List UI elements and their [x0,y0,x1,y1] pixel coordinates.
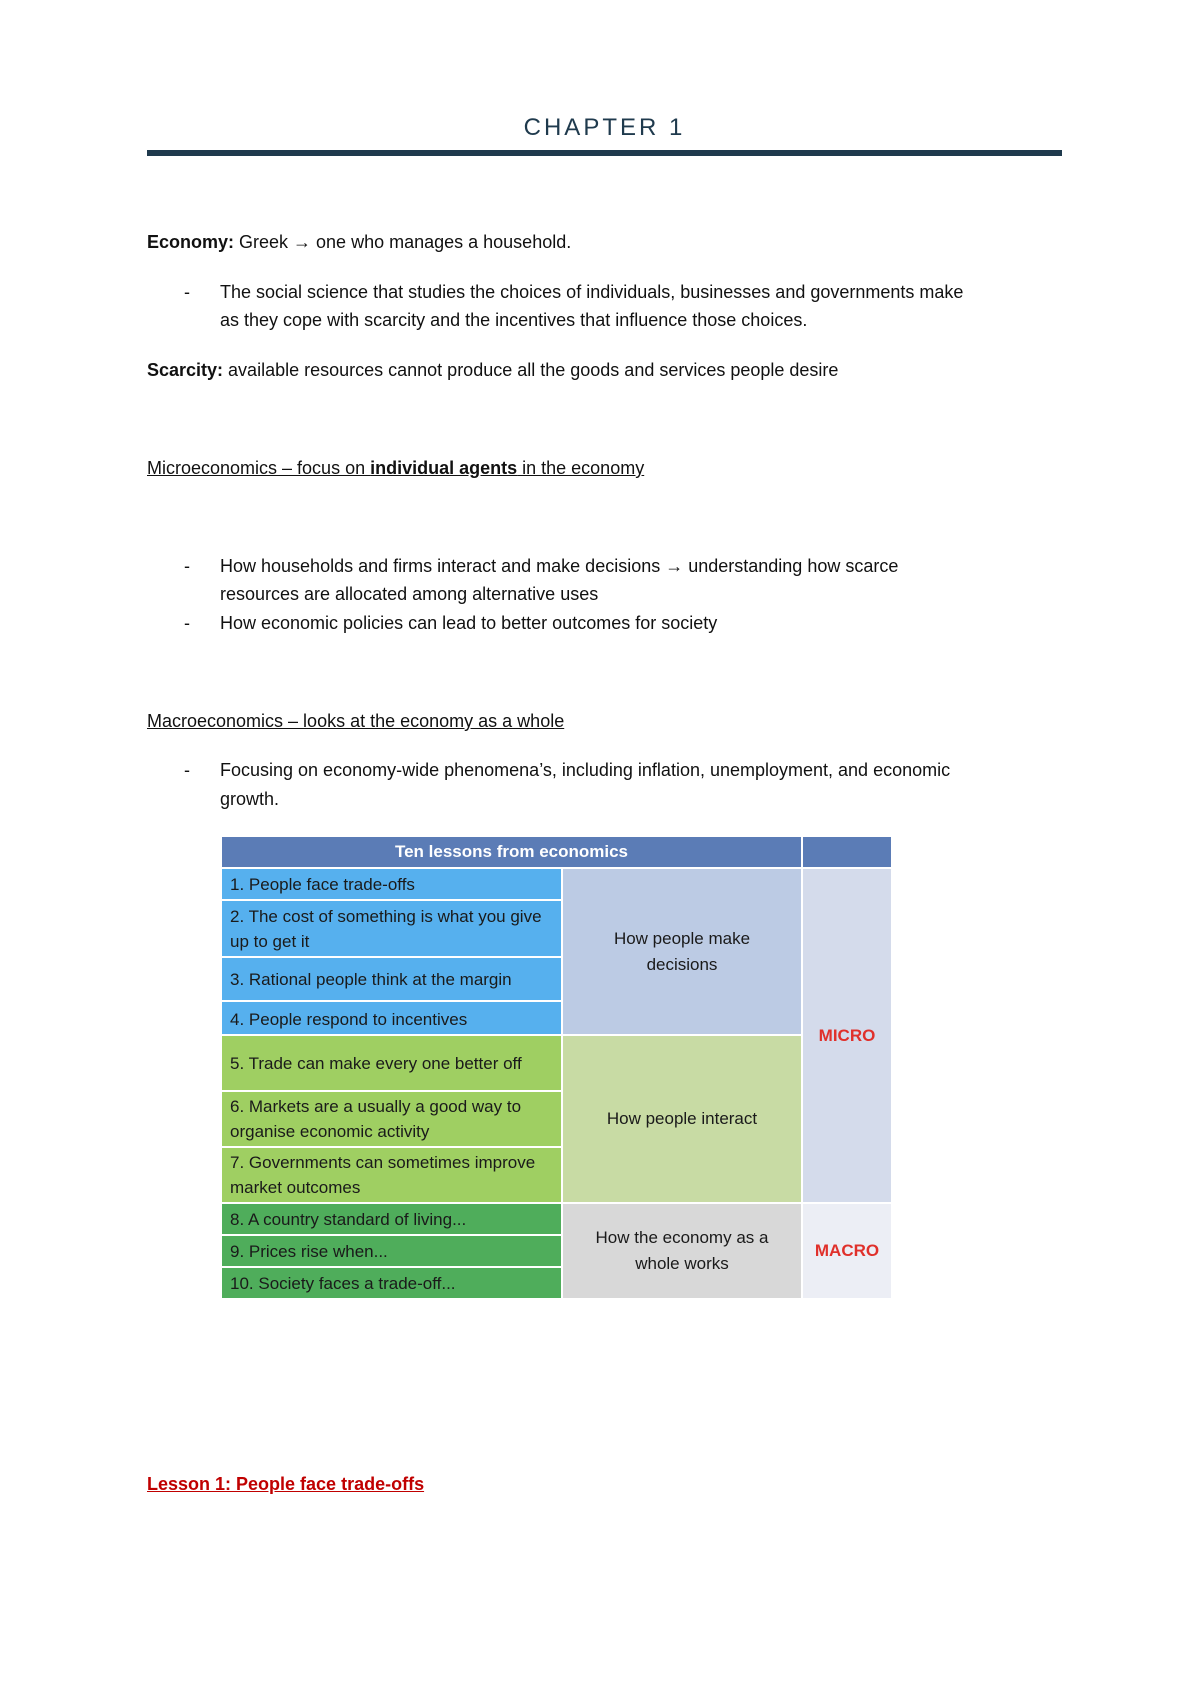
economy-definition [147,228,571,256]
micro-heading-pre: Microeconomics – focus on [147,458,371,478]
table-header-blank [802,836,892,868]
scarcity-definition-text: available resources cannot produce all the goods and services people desire [223,360,839,380]
lesson-10: 10. Society faces a trade-off... [221,1267,562,1299]
scarcity-term: Scarcity: [147,360,224,380]
bullet-dash: - [184,760,190,780]
chapter-title-rule [147,150,1062,156]
lesson-7: 7. Governments can sometimes improve market outcomes [221,1147,562,1203]
bullet-dash: - [184,282,190,302]
bullet-dash: - [184,556,190,576]
group-economy: How the economy as a whole works [562,1203,802,1299]
micro-heading-bold: individual agents [370,458,518,478]
economy-definition-text: Greek → one who manages a household. [234,232,572,252]
lesson-3: 3. Rational people think at the margin [221,957,562,1001]
micro-bullet2: How economic policies can lead to better outcomes for society [220,613,718,633]
lesson-9: 9. Prices rise when... [221,1235,562,1267]
lesson-8: 8. A country standard of living... [221,1203,562,1235]
group-interact: How people interact [562,1035,802,1203]
chapter-title: CHAPTER 1 [523,114,686,141]
micro-bullet1-line2: resources are allocated among alternative uses [220,584,599,604]
micro-bullet1-line1: How households and firms interact and make decisions → understanding how scarce [220,556,899,576]
micro-label: MICRO [802,868,892,1203]
macroeconomics-heading: Macroeconomics – looks at the economy as a whole [147,711,565,731]
table-title: Ten lessons from economics [221,836,802,868]
scarcity-definition [147,356,838,384]
macro-bullet-line1: Focusing on economy-wide phenomena’s, including inflation, unemployment, and economic [220,760,951,780]
economy-term: Economy: [147,232,235,252]
micro-heading-post: in the economy [517,458,645,478]
bullet-dash: - [184,613,190,633]
lesson1-heading: Lesson 1: People face trade-offs [147,1474,425,1494]
economy-bullet-line1: The social science that studies the choices of individuals, businesses and governments make [220,282,964,302]
economy-bullet-line2: as they cope with scarcity and the incentives that influence those choices. [220,310,808,330]
lesson-2: 2. The cost of something is what you give up to get it [221,900,562,957]
macro-bullet-line2: growth. [220,789,280,809]
group-decisions: How people make decisions [562,868,802,1035]
lesson-1: 1. People face trade-offs [221,868,562,900]
lesson-4: 4. People respond to incentives [221,1001,562,1035]
macro-label: MACRO [802,1203,892,1299]
lesson-6: 6. Markets are a usually a good way to organise economic activity [221,1091,562,1147]
ten-lessons-table [221,836,892,1305]
lesson-5: 5. Trade can make every one better off [221,1035,562,1091]
microeconomics-heading [147,454,644,482]
